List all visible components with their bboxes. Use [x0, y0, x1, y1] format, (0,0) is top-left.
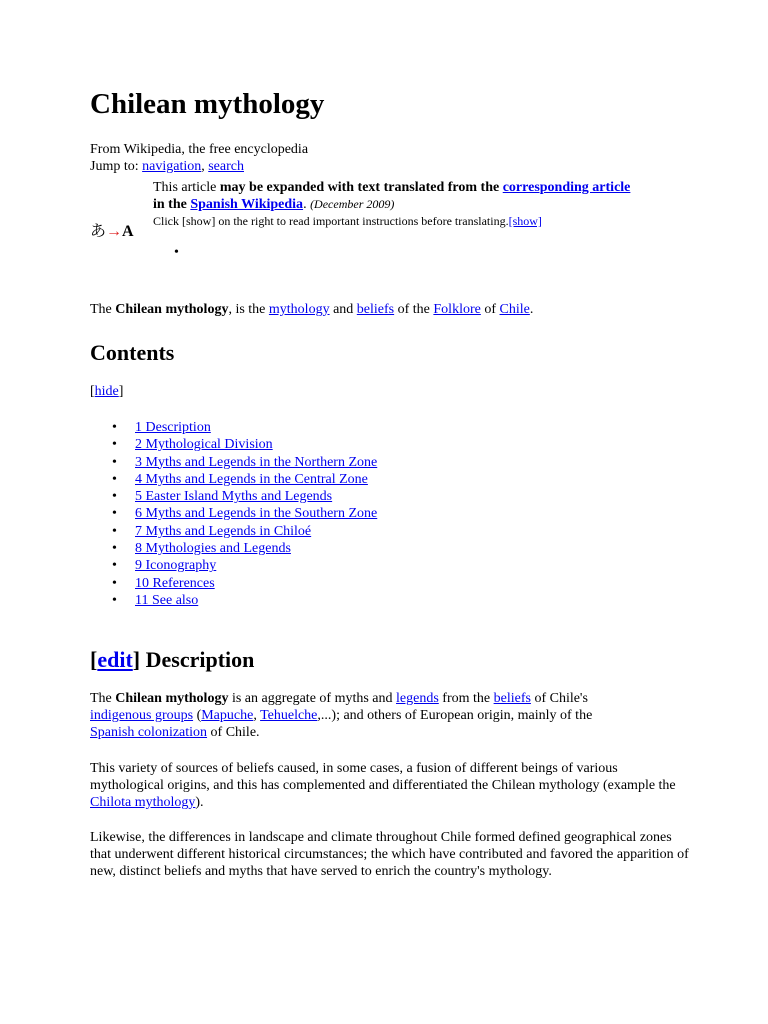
description-paragraph-2 [90, 760, 690, 811]
toc-item [90, 419, 377, 436]
para-text: The [90, 691, 116, 706]
jump-prefix: Jump to: [90, 159, 143, 174]
para-text: from the [438, 691, 494, 706]
from-wikipedia-text: From Wikipedia, the free encyclopedia [90, 142, 309, 157]
translation-notice [153, 179, 713, 230]
notice-bold-text: may be expanded with text translated from the [219, 180, 503, 195]
intro-bold: Chilean mythology [115, 302, 229, 317]
page-title: Chilean mythology [90, 88, 325, 120]
contents-heading: Contents [90, 340, 175, 365]
para-text: is an aggregate of myths and [228, 691, 397, 706]
tehuelche-link[interactable]: Tehuelche [260, 708, 318, 723]
legends-link[interactable]: legends [396, 691, 439, 706]
bracket: ] [118, 384, 124, 399]
toc-item [90, 471, 377, 488]
toc-item [90, 488, 377, 505]
para-text: of Chile's [530, 691, 588, 706]
jump-separator: , [201, 159, 209, 174]
toc-link-northern-zone[interactable]: 3 Myths and Legends in the Northern Zone [135, 454, 378, 470]
toc-link-references[interactable]: 10 References [135, 575, 215, 591]
notice-date: (December 2009) [310, 197, 395, 211]
intro-text: of [480, 302, 500, 317]
toc-link-southern-zone[interactable]: 6 Myths and Legends in the Southern Zone [135, 506, 378, 522]
para-text: of Chile. [207, 725, 260, 740]
toc-link-chiloe[interactable]: 7 Myths and Legends in Chiloé [135, 523, 312, 539]
edit-link[interactable]: edit [97, 647, 133, 672]
table-of-contents [90, 419, 377, 609]
intro-text: of the [394, 302, 434, 317]
notice-text: This article [153, 180, 220, 195]
spanish-wikipedia-link[interactable]: Spanish Wikipedia [190, 197, 304, 212]
toc-link-see-also[interactable]: 11 See also [135, 592, 199, 608]
bracket: [ [90, 647, 98, 672]
chilota-mythology-link[interactable]: Chilota mythology [90, 795, 196, 810]
intro-text: . [529, 302, 534, 317]
para-text: ). [195, 795, 204, 810]
para-text: This variety of sources of beliefs caused, in some cases, a fusion of different beings of various mythological origins, and this has complemented and differentiated the Chilean mythology (example the [90, 761, 676, 793]
notice-in-the: in the [153, 197, 191, 212]
navigation-link[interactable]: navigation [142, 159, 202, 174]
toc-item [90, 505, 377, 522]
toc-link-description[interactable]: 1 Description [135, 420, 211, 435]
toc-link-mythologies-legends[interactable]: 8 Mythologies and Legends [135, 541, 291, 557]
para-text: , [253, 708, 261, 723]
translate-icon-target: A [122, 223, 134, 240]
bracket: ] [132, 647, 146, 672]
jump-to-line [90, 158, 244, 175]
intro-text: , is the [228, 302, 269, 317]
toc-item [90, 436, 377, 453]
translate-icon-source: あ [90, 223, 107, 240]
toc-hide-toggle [90, 384, 123, 400]
intro-paragraph [90, 302, 533, 318]
intro-text: The [90, 302, 116, 317]
para-text: ( [193, 708, 202, 723]
notice-instructions: Click [show] on the right to read important instructions before translating. [153, 214, 509, 228]
toc-item [90, 540, 377, 557]
mythology-link[interactable]: mythology [268, 302, 330, 317]
empty-bullet: • [174, 245, 179, 260]
toc-item [90, 592, 377, 609]
toc-link-easter-island[interactable]: 5 Easter Island Myths and Legends [135, 489, 333, 505]
search-link[interactable]: search [208, 159, 244, 174]
chile-link[interactable]: Chile [499, 302, 530, 317]
hide-link[interactable]: hide [94, 384, 119, 399]
beliefs-link[interactable]: beliefs [493, 691, 531, 706]
bracket: [ [90, 384, 95, 399]
toc-item [90, 523, 377, 540]
corresponding-article-link[interactable]: corresponding article [502, 180, 631, 195]
toc-link-mythological-division[interactable]: 2 Mythological Division [135, 437, 273, 453]
notice-period: . [303, 197, 311, 212]
folklore-link[interactable]: Folklore [433, 302, 481, 317]
para-text: ,...); and others of European origin, mainly of the [317, 708, 593, 723]
spanish-colonization-link[interactable]: Spanish colonization [90, 725, 208, 740]
toc-item [90, 575, 377, 592]
arrow-right-icon: → [106, 223, 123, 240]
para-bold: Chilean mythology [115, 691, 229, 706]
translate-icon [90, 218, 134, 241]
toc-link-iconography[interactable]: 9 Iconography [135, 558, 217, 574]
toc-item [90, 454, 377, 471]
beliefs-link[interactable]: beliefs [356, 302, 395, 317]
show-toggle[interactable]: [show] [508, 214, 542, 228]
toc-link-central-zone[interactable]: 4 Myths and Legends in the Central Zone [135, 471, 368, 487]
mapuche-link[interactable]: Mapuche [201, 708, 254, 723]
indigenous-groups-link[interactable]: indigenous groups [90, 708, 194, 723]
description-paragraph-1 [90, 690, 690, 741]
description-paragraph-3: Likewise, the differences in landscape and climate throughout Chile formed defined geographical zones that underwent different historical circumstances; the which have contributed and favored the apparition of new, distinct beliefs and myths that have served to enrich the country's mythology. [90, 830, 689, 879]
intro-text: and [329, 302, 357, 317]
toc-item [90, 557, 377, 574]
section-title: Description [145, 647, 255, 672]
description-heading [90, 647, 254, 673]
